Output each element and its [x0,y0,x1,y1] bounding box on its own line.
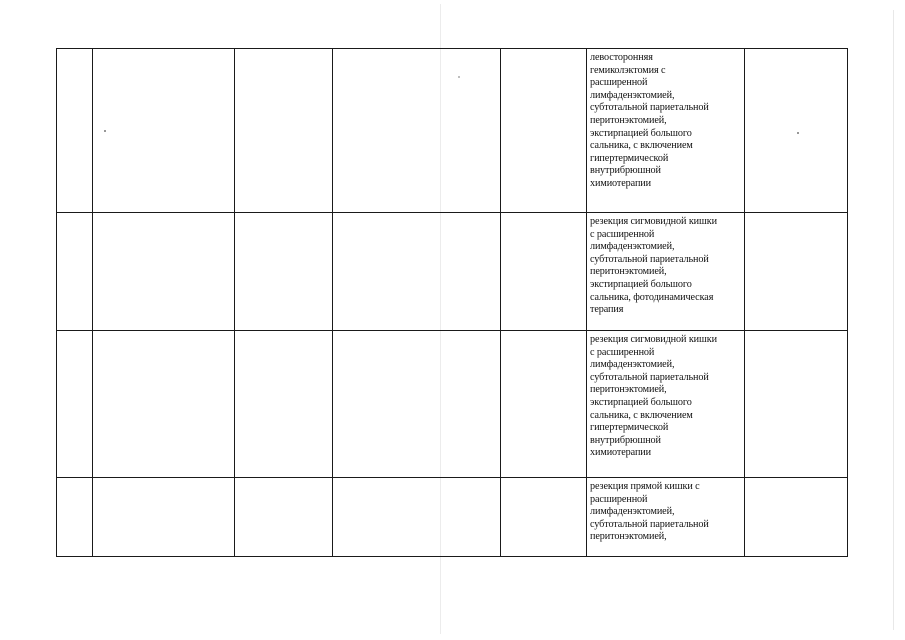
table-cell [745,49,848,213]
table-cell [333,478,501,557]
procedure-description-cell: левосторонняя гемиколэктомия с расширенной лимфаденэктомией, субтотальной париетальной перитонэктомией, экстирпацией большого сальника, с включением гипертермической внутрибрюшной химиотерапии [587,49,745,213]
document-table [56,48,848,557]
table-cell [501,478,587,557]
table-cell [333,49,501,213]
table-cell [333,331,501,478]
procedure-description-cell: резекция сигмовидной кишки с расширенной лимфаденэктомией, субтотальной париетальной перитонэктомией, экстирпацией большого сальника, фотодинамическая терапия [587,213,745,331]
table-row [57,49,848,213]
table-row [57,478,848,557]
table-cell [745,331,848,478]
table-cell [501,213,587,331]
table-cell [333,213,501,331]
table-cell [745,213,848,331]
table-cell [93,478,235,557]
procedure-description-cell: резекция сигмовидной кишки с расширенной лимфаденэктомией, субтотальной париетальной перитонэктомией, экстирпацией большого сальника, с включением гипертермической внутрибрюшной химиотерапии [587,331,745,478]
procedure-description-cell: резекция прямой кишки с расширенной лимфаденэктомией, субтотальной париетальной перитонэктомией, [587,478,745,557]
table-cell [235,478,333,557]
table-cell [501,49,587,213]
scan-artifact-line [893,10,894,630]
table-cell [57,49,93,213]
table-cell [93,213,235,331]
table-cell [745,478,848,557]
table-row [57,213,848,331]
table-cell [57,213,93,331]
table-cell [235,213,333,331]
table-cell [57,331,93,478]
table-cell [93,49,235,213]
table-cell [235,49,333,213]
table-row [57,331,848,478]
table-cell [93,331,235,478]
table-cell [57,478,93,557]
table-cell [501,331,587,478]
table-cell [235,331,333,478]
